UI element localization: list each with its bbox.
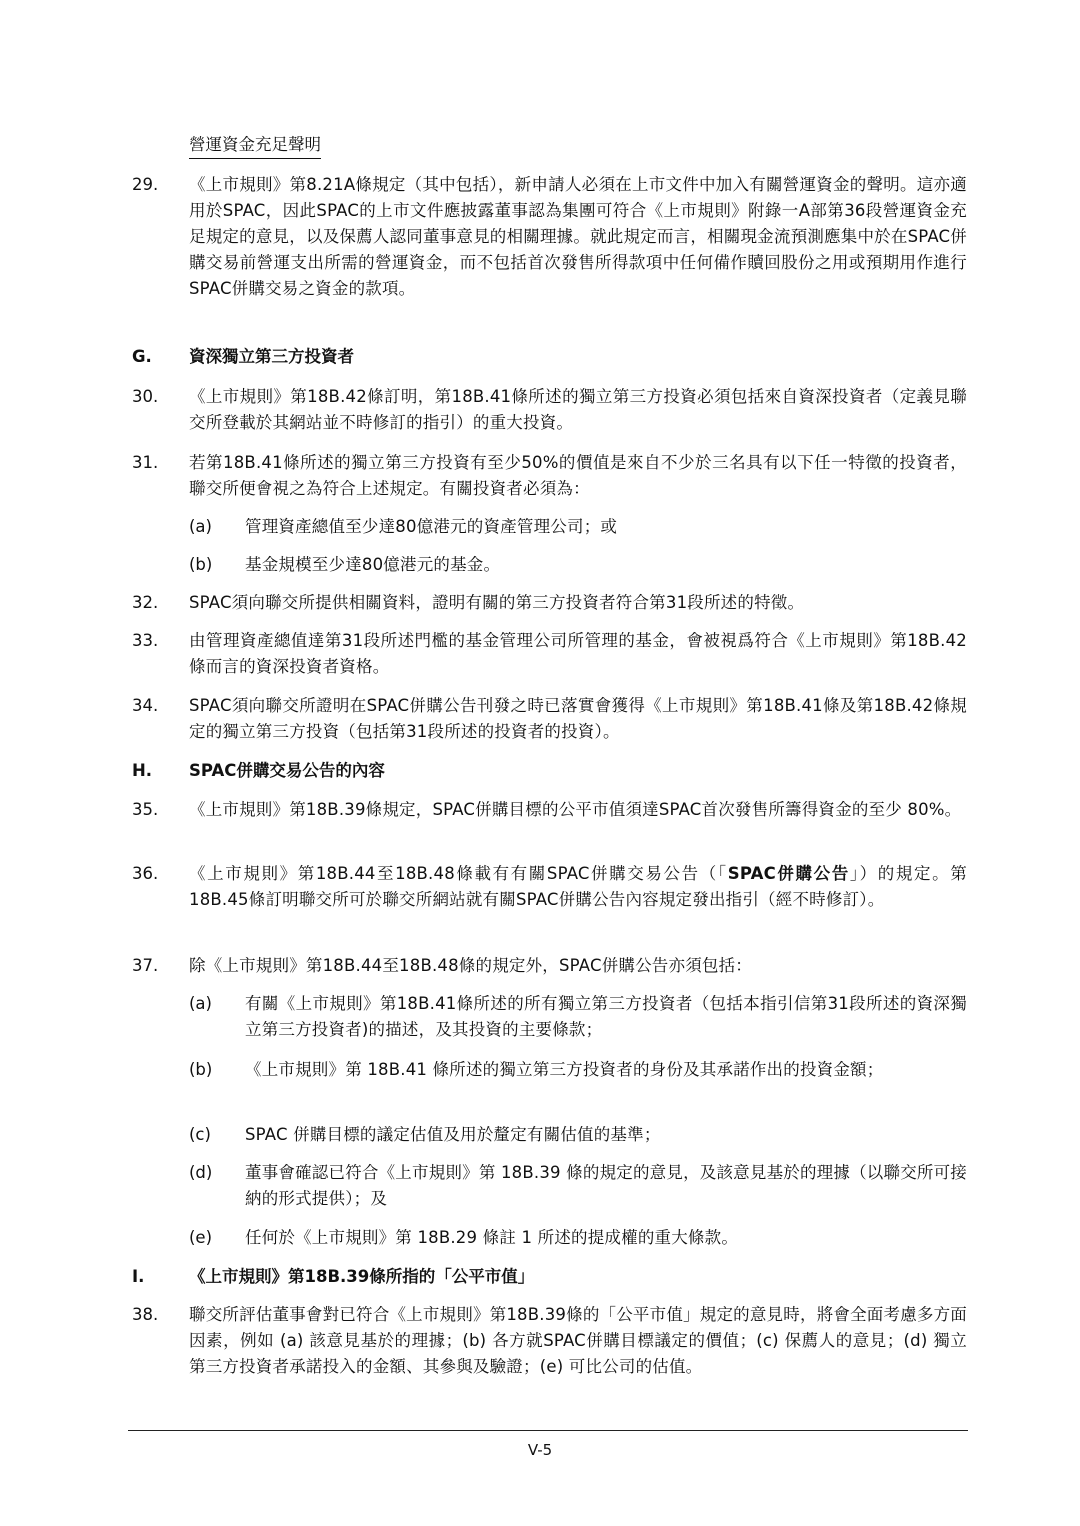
item-label: (e) bbox=[189, 1228, 213, 1247]
paragraph-number: 38. bbox=[132, 1305, 159, 1324]
section-heading-g: 資深獨立第三方投資者 bbox=[189, 347, 354, 366]
item-label: (b) bbox=[189, 1060, 213, 1079]
item-37e: 任何於《上市規則》第 18B.29 條註 1 所述的提成權的重大條款。 bbox=[245, 1228, 739, 1247]
section-letter: I. bbox=[132, 1267, 145, 1286]
section-heading-i: 《上市規則》第18B.39條所指的「公平市值」 bbox=[189, 1267, 535, 1286]
item-37d: 董事會確認已符合《上市規則》第 18B.39 條的規定的意見，及該意見基於的理據（以聯交所可接納的形式提供）；及 bbox=[245, 1163, 967, 1208]
footer-divider bbox=[128, 1430, 968, 1431]
paragraph-number: 35. bbox=[132, 800, 159, 819]
defined-term-spac-announcement: SPAC併購公告 bbox=[727, 864, 850, 883]
item-label: (a) bbox=[189, 517, 212, 536]
subheading-working-capital: 營運資金充足聲明 bbox=[189, 133, 321, 159]
paragraph-number: 34. bbox=[132, 696, 159, 715]
paragraph-number: 29. bbox=[132, 175, 159, 194]
item-label: (c) bbox=[189, 1125, 211, 1144]
paragraph-33: 由管理資產總值達第31段所述門檻的基金管理公司所管理的基金，會被視爲符合《上市規則》第18B.42條而言的資深投資者資格。 bbox=[189, 631, 967, 676]
paragraph-34: SPAC須向聯交所證明在SPAC併購公告刊發之時已落實會獲得《上市規則》第18B.41條及第18B.42條規定的獨立第三方投資（包括第31段所述的投資者的投資）。 bbox=[189, 696, 967, 741]
item-31a: 管理資產總值至少達80億港元的資產管理公司；或 bbox=[245, 517, 618, 536]
item-37a: 有關《上市規則》第18B.41條所述的所有獨立第三方投資者（包括本指引信第31段所述的資深獨立第三方投資者)的描述，及其投資的主要條款； bbox=[245, 994, 967, 1039]
item-31b: 基金規模至少達80億港元的基金。 bbox=[245, 555, 501, 574]
paragraph-30: 《上市規則》第18B.42條訂明，第18B.41條所述的獨立第三方投資必須包括來自資深投資者（定義見聯交所登載於其網站並不時修訂的指引）的重大投資。 bbox=[189, 387, 967, 432]
section-heading-h: SPAC併購交易公告的內容 bbox=[189, 761, 385, 780]
paragraph-number: 36. bbox=[132, 864, 159, 883]
paragraph-37: 除《上市規則》第18B.44至18B.48條的規定外，SPAC併購公告亦須包括： bbox=[189, 956, 752, 975]
paragraph-number: 31. bbox=[132, 453, 159, 472]
paragraph-36 bbox=[189, 861, 967, 913]
section-letter: G. bbox=[132, 347, 152, 366]
item-37c: SPAC 併購目標的議定估值及用於釐定有關估值的基準； bbox=[245, 1125, 661, 1144]
paragraph-38: 聯交所評估董事會對已符合《上市規則》第18B.39條的「公平市值」規定的意見時，將會全面考慮多方面因素，例如 (a) 該意見基於的理據；(b) 各方就SPAC併購目標議定的價值；(c) 保薦人的意見；(d) 獨立第三方投資者承諾投入的金額、其參與及驗證；(e) 可比公司的估值。 bbox=[189, 1305, 967, 1376]
paragraph-number: 32. bbox=[132, 593, 159, 612]
paragraph-31: 若第18B.41條所述的獨立第三方投資有至少50%的價值是來自不少於三名具有以下任一特徵的投資者，聯交所便會視之為符合上述規定。有關投資者必須為： bbox=[189, 453, 967, 498]
paragraph-number: 30. bbox=[132, 387, 159, 406]
paragraph-number: 33. bbox=[132, 631, 159, 650]
paragraph-35: 《上市規則》第18B.39條規定，SPAC併購目標的公平市值須達SPAC首次發售所籌得資金的至少 80%。 bbox=[189, 800, 962, 819]
paragraph-36-text-a: 《上市規則》第18B.44至18B.48條載有有關SPAC併購交易公告（「 bbox=[189, 864, 728, 883]
item-label: (a) bbox=[189, 994, 212, 1013]
paragraph-32: SPAC須向聯交所提供相關資料，證明有關的第三方投資者符合第31段所述的特徵。 bbox=[189, 593, 805, 612]
paragraph-29: 《上市規則》第8.21A條規定（其中包括），新申請人必須在上市文件中加入有關營運資金的聲明。這亦適用於SPAC，因此SPAC的上市文件應披露董事認為集團可符合《上市規則》附錄一A部第36段營運資金充足規定的意見，以及保薦人認同董事意見的相關理據。就此規定而言，相關現金流預測應集中於在SPAC併購交易前營運支出所需的營運資金，而不包括首次發售所得款項中任何備作贖回股份之用或預期用作進行SPAC併購交易之資金的款項。 bbox=[189, 175, 967, 298]
section-letter: H. bbox=[132, 761, 153, 780]
page-number: V-5 bbox=[527, 1441, 553, 1459]
item-label: (b) bbox=[189, 555, 213, 574]
item-label: (d) bbox=[189, 1163, 213, 1182]
item-37b: 《上市規則》第 18B.41 條所述的獨立第三方投資者的身份及其承諾作出的投資金額； bbox=[245, 1060, 884, 1079]
paragraph-number: 37. bbox=[132, 956, 159, 975]
paragraph-36-text-b: 」）的規定。第18B.45條訂明聯交所可於聯交所網站就有關SPAC併購公告內容規定發出指引（經不時修訂）。 bbox=[189, 864, 967, 909]
